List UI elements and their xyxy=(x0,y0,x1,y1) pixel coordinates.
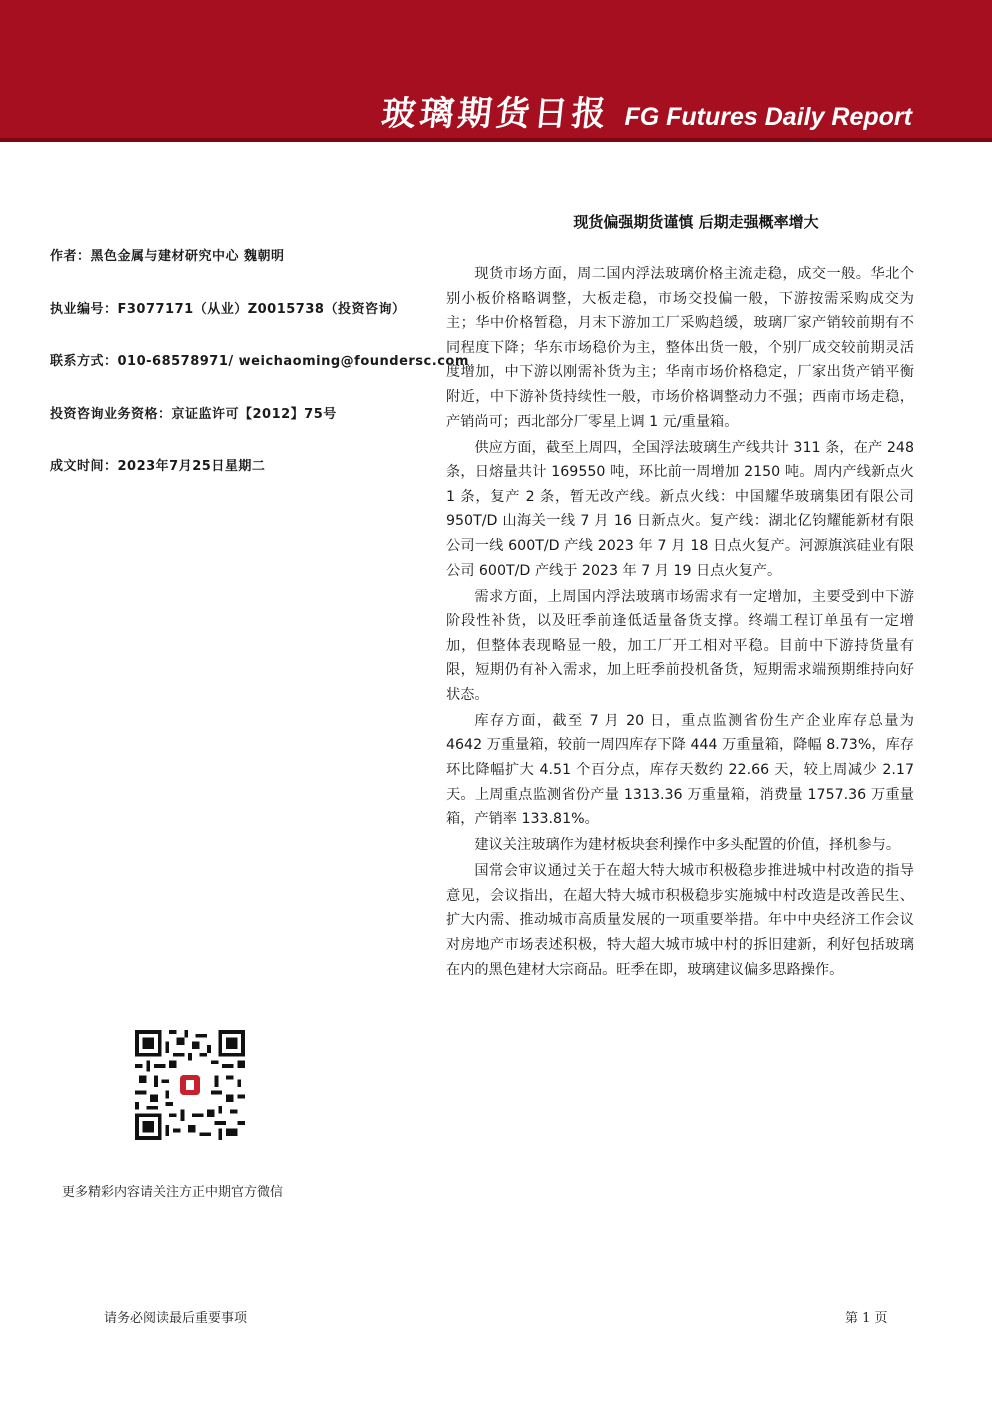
date-line: 成文时间：2023年7月25日星期二 xyxy=(50,459,266,474)
report-title xyxy=(379,86,912,135)
paragraph-policy: 国常会审议通过关于在超大特大城市积极稳步推进城中村改造的指导意见，会议指出，在超大特大城市积极稳步实施城中村改造是改善民生、扩大内需、推动城市高质量发展的一项重要举措。年中中央经济工作会议对房地产市场表述积极，特大超大城市城中村的拆旧建新，利好包括玻璃在内的黑色建材大宗商品。旺季在即，玻璃建议偏多思路操作。 xyxy=(446,863,914,978)
report-title-en: FG Futures Daily Report xyxy=(624,103,912,131)
paragraph-inventory: 库存方面，截至 7 月 20 日，重点监测省份生产企业库存总量为 4642 万重量箱，较前一周四库存下降 444 万重量箱，降幅 8.73%，库存环比降幅扩大 4.51 个百分点，库存天数约 22.66 天，较上周减少 2.17 天。上周重点监测省份产量 1313.36 万重量箱，消费量 1757.36 万重量箱，产销率 133.81%。 xyxy=(446,712,914,828)
paragraph-supply: 供应方面，截至上周四，全国浮法玻璃生产线共计 311 条，在产 248 条，日熔量共计 169550 吨，环比前一周增加 2150 吨。周内产线新点火 1 条，复产 2 条，暂无改产线。新点火线：中国耀华玻璃集团有限公司 950T/D 山海关一线 7 月 16 日新点火。复产线：湖北亿钧耀能新材有限公司一线 600T/D 产线 2023 年 7 月 18 日点火复产。河源旗滨硅业有限公司 600T/D 产线于 2023 年 7 月 19 日点火复产。 xyxy=(446,439,914,579)
paragraph-demand: 需求方面，上周国内浮法玻璃市场需求有一定增加，主要受到中下游阶段性补货，以及旺季前逢低适量备货支撑。终端工程订单虽有一定增加，但整体表现略显一般，加工厂开工相对平稳。目前中下游持货量有限，短期仍有补入需求，加上旺季前投机备货，短期需求端预期维持向好状态。 xyxy=(446,588,914,703)
license-line: 执业编号：F3077171（从业）Z0015738（投资咨询） xyxy=(50,302,406,317)
qr-code-icon xyxy=(135,1030,245,1140)
contact-line: 联系方式：010-68578971/ weichaoming@foundersc.com xyxy=(50,354,469,369)
qr-caption: 更多精彩内容请关注方正中期官方微信 xyxy=(62,1185,284,1200)
report-title-cn: 玻璃期货日报 xyxy=(379,94,613,134)
footer-notice: 请务必阅读最后重要事项 xyxy=(104,1311,248,1326)
article-body xyxy=(446,262,914,984)
qualification-line: 投资咨询业务资格：京证监许可【2012】75号 xyxy=(50,407,337,422)
header-divider xyxy=(0,138,992,142)
paragraph-spot-market: 现货市场方面，周二国内浮法玻璃价格主流走稳，成交一般。华北个别小板价格略调整，大板走稳，市场交投偏一般，下游按需采购成交为主；华中价格暂稳，月末下游加工厂采购趋缓，玻璃厂家产销较前期有不同程度下降；华东市场稳价为主，整体出货一般，个别厂成交较前期灵活度增加，中下游以刚需补货为主；华南市场价格稳定，厂家出货产销平衡附近，中下游补货持续性一般，市场价格调整动力不强；西南市场走稳，产销尚可；西北部分厂零星上调 1 元/重量箱。 xyxy=(446,266,914,430)
page-number: 第 1 页 xyxy=(845,1311,888,1326)
paragraph-suggestion: 建议关注玻璃作为建材板块套利操作中多头配置的价值，择机参与。 xyxy=(474,837,901,854)
article-title: 现货偏强期货谨慎 后期走强概率增大 xyxy=(573,213,819,231)
author-line: 作者：黑色金属与建材研究中心 魏朝明 xyxy=(50,249,285,264)
